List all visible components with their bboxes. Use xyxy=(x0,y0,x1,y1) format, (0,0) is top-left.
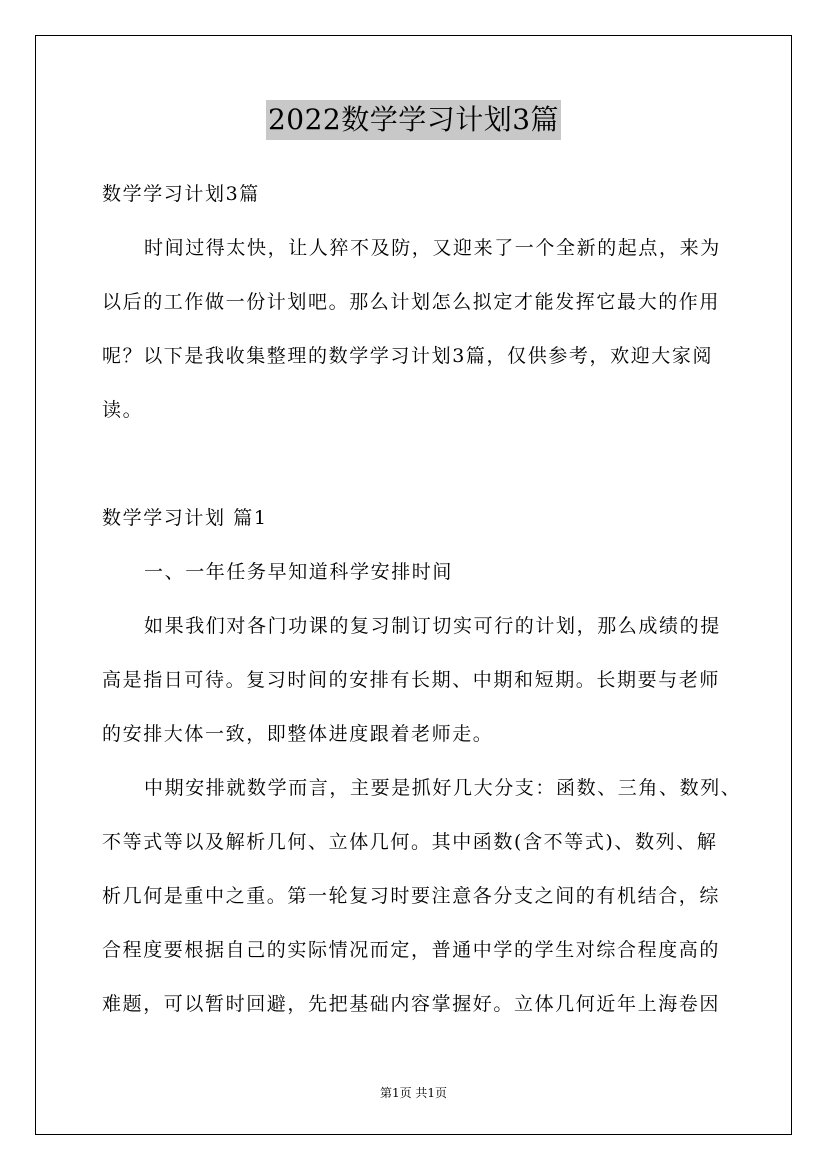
title-block xyxy=(0,100,827,140)
paragraph-line: 析几何是重中之重。第一轮复习时要注意各分支之间的有机结合，综 xyxy=(102,885,721,907)
paragraph-line: 读。 xyxy=(102,399,144,421)
subtitle-line: 数学学习计划3篇 xyxy=(102,183,260,205)
paragraph-line: 如果我们对各门功课的复习制订切实可行的计划，那么成绩的提 xyxy=(144,615,721,637)
paragraph-line: 时间过得太快，让人猝不及防，又迎来了一个全新的起点，来为 xyxy=(144,237,721,259)
document-title: 2022数学学习计划3篇 xyxy=(266,100,561,140)
paragraph-line: 以后的工作做一份计划吧。那么计划怎么拟定才能发挥它最大的作用 xyxy=(102,291,721,313)
paragraph-line: 中期安排就数学而言，主要是抓好几大分支：函数、三角、数列、 xyxy=(144,777,742,799)
subsection-heading: 一、一年任务早知道科学安排时间 xyxy=(144,561,454,583)
paragraph-line: 的安排大体一致，即整体进度跟着老师走。 xyxy=(102,723,494,745)
paragraph-line: 高是指日可待。复习时间的安排有长期、中期和短期。长期要与老师 xyxy=(102,669,721,691)
paragraph-line: 合程度要根据自己的实际情况而定，普通中学的学生对综合程度高的 xyxy=(102,939,721,961)
section-heading: 数学学习计划 篇1 xyxy=(102,507,268,529)
paragraph-line: 难题，可以暂时回避，先把基础内容掌握好。立体几何近年上海卷因 xyxy=(102,993,721,1015)
paragraph-line: 不等式等以及解析几何、立体几何。其中函数(含不等式)、数列、解 xyxy=(102,831,718,853)
paragraph-line: 呢？以下是我收集整理的数学学习计划3篇，仅供参考，欢迎大家阅 xyxy=(102,345,714,367)
page-number-footer: 第1页 共1页 xyxy=(379,1086,448,1100)
